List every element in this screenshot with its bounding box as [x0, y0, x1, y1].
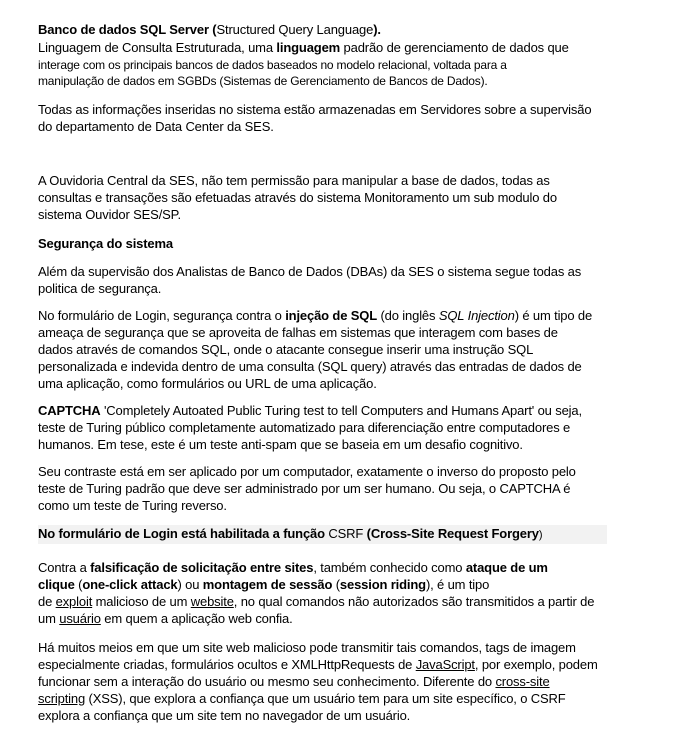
methods-line-4: scripting (XSS), que explora a confiança que um usuário tem para um site específico, o CSRF	[38, 691, 566, 706]
exploit-link[interactable]: exploit	[55, 594, 93, 609]
injection-line-4: personalizada e indevida dentro de uma consulta (SQL query) através das entradas de dados de	[38, 359, 582, 374]
ouvidoria-line-2: consultas e transações são efetuadas através do sistema Monitoramento um sub modulo do	[38, 190, 557, 205]
methods-line-3: funcionar sem a interação do usuário ou mesmo seu conhecimento. Diferente do cross-site	[38, 674, 550, 689]
methods-line-2: especialmente criadas, formulários ocultos e XMLHttpRequests de JavaScript, por exemplo, podem	[38, 657, 598, 672]
injection-line-1: No formulário de Login, segurança contra o injeção de SQL (do inglês SQL Injection) é um tipo de	[38, 308, 593, 323]
javascript-link[interactable]: JavaScript	[415, 657, 475, 672]
dba-line-2: politica de segurança.	[38, 281, 162, 296]
scripting-link[interactable]: scripting	[38, 691, 86, 706]
csrf-line-1: Contra a falsificação de solicitação entre sites, também conhecido como ataque de um	[38, 560, 548, 575]
dba-line-1: Além da supervisão dos Analistas de Banco de Dados (DBAs) da SES o sistema segue todas as	[38, 264, 582, 279]
injection-line-5: uma aplicação, como formulários ou URL de uma aplicação.	[38, 376, 377, 391]
methods-line-5: explora a confiança que um site tem no navegador de um usuário.	[38, 708, 411, 723]
servers-line-1: Todas as informações inseridas no sistema estão armazenadas em Servidores sobre a supervisão	[38, 102, 592, 117]
servers-line-2: do departamento de Data Center da SES.	[38, 119, 274, 134]
website-link[interactable]: website	[190, 594, 234, 609]
csrf-heading	[38, 525, 607, 544]
sql-title: Banco de dados SQL Server (Structured Query Language).	[38, 22, 381, 37]
csrf-line-3: de exploit malicioso de um website, no qual comandos não autorizados são transmitidos a partir de	[38, 594, 595, 609]
contrast-line-2: teste de Turing padrão que deve ser administrado por um ser humano. Ou seja, o CAPTCHA é	[38, 481, 571, 496]
injection-line-3: dados através de comandos SQL, onde o atacante consegue inserir uma instrução SQL	[38, 342, 534, 357]
captcha-line-1: CAPTCHA 'Completely Autoated Public Turing test to tell Computers and Humans Apart' ou seja,	[38, 403, 582, 418]
sql-line-4: manipulação de dados em SGBDs (Sistemas de Gerenciamento de Bancos de Dados).	[38, 74, 488, 88]
csrf-line-2: clique (one-click attack) ou montagem de sessão (session riding), é um tipo	[38, 577, 490, 592]
captcha-line-2: teste de Turing público completamente automatizado para diferenciação entre computadores e	[38, 420, 571, 435]
injection-line-2: ameaça de segurança que se aproveita de falhas em sistemas que interagem com bases de	[38, 325, 558, 340]
ouvidoria-line-1: A Ouvidoria Central da SES, não tem permissão para manipular a base de dados, todas as	[38, 173, 550, 188]
sql-line-2: Linguagem de Consulta Estruturada, uma linguagem padrão de gerenciamento de dados que	[38, 40, 569, 55]
security-heading: Segurança do sistema	[38, 236, 173, 251]
sql-line-3: interage com os principais bancos de dados baseados no modelo relacional, voltada para a	[38, 58, 507, 72]
csrf-line-4: um usuário em quem a aplicação web confia.	[38, 611, 293, 626]
contrast-line-3: como um teste de Turing reverso.	[38, 498, 227, 513]
methods-line-1: Há muitos meios em que um site web malicioso pode transmitir tais comandos, tags de imagem	[38, 640, 576, 655]
csrf-heading-shade: No formulário de Login está habilitada a função CSRF (Cross-Site Request Forgery)	[38, 525, 607, 544]
captcha-line-3: humanos. Em tese, este é um teste anti-spam que se baseia em um desafio cognitivo.	[38, 437, 523, 452]
cross-site-link[interactable]: cross-site	[495, 674, 550, 689]
contrast-line-1: Seu contraste está em ser aplicado por um computador, exatamente o inverso do proposto pelo	[38, 464, 576, 479]
ouvidoria-line-3: sistema Ouvidor SES/SP.	[38, 207, 181, 222]
usuario-link[interactable]: usuário	[59, 611, 101, 626]
